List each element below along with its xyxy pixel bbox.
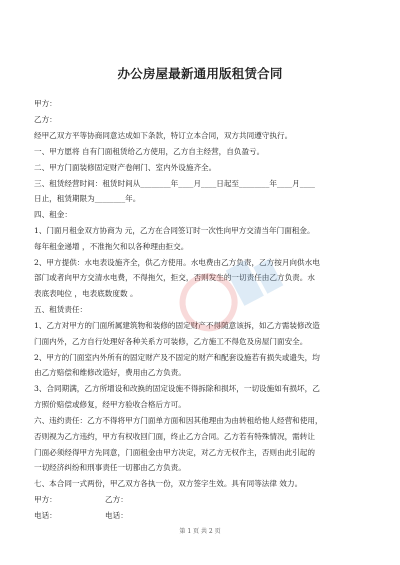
signature-line: 甲方： 乙方：: [34, 495, 128, 504]
clause-2-line: 二、甲方门面装修固定财产卷闸门、室内外设施齐全。: [34, 163, 217, 172]
document-title: 办公房屋最新通用版租赁合同: [117, 66, 283, 81]
clause-6-line-2: 否则视为乙方违约，甲方有权收回门面，终止乙方合同。乙方若有特殊情况，需转让: [34, 432, 315, 441]
clause-4-2-line-1: 2、甲方提供：水电表设施齐全，供乙方使用。水电费由乙方负责，乙方按月向供水电: [34, 258, 320, 267]
clause-3-line-1: 三、租赁经营时间：租赁时间从________年____月____日起至________年____月____: [34, 179, 315, 188]
clause-5-3-line-1: 3、合同期满，乙方所增设和改换的固定设施不得拆除和损坏，一切设施如有损坏，乙: [34, 384, 320, 393]
clause-6-line-4: 一切经济纠纷和刑事责任一切都由乙方负责。: [34, 463, 186, 472]
clause-6-line-3: 门面必须经得甲方先同意，门面租金由甲方决定，对乙方无权作主，否则由此引起的: [34, 448, 315, 457]
phone-line: 电话： 电话：: [34, 511, 128, 520]
clause-1-line: 一、甲方愿将 自有门面租赁给乙方使用，乙方自主经营，自负盈亏。: [34, 147, 265, 156]
clause-5-heading: 五、租赁责任：: [34, 305, 88, 314]
clause-4-heading: 四、租金：: [34, 210, 72, 219]
clause-3-line-2: 日止，租赁期限为________年。: [34, 194, 141, 203]
clause-4-2-line-3: 表底表吨位 ，电表底数度数 。: [34, 289, 138, 298]
clause-5-3-line-2: 方照价赔偿或修复，经甲方验收合格后方可。: [34, 400, 186, 409]
clause-7-line: 七、本合同一式两份，甲乙双方各执一份，双方签字生效。具有同等法律 效力。: [34, 479, 303, 488]
page-footer: 第 1 页 共 2 页: [179, 528, 221, 535]
clause-5-1-line-2: 门面内外，乙方自行处理好各种关系方可装修，乙方施工不得危及房屋门面安全。: [34, 337, 308, 346]
clause-4-1-line-2: 每年租金递增 ，不准拖欠和以各种理由拒交。: [34, 242, 189, 251]
clause-5-1-line-1: 1、乙方对甲方的门面所属建筑物和装修的固定财产不得随意该拆，如乙方需装修改造: [34, 321, 320, 330]
preamble-line: 经甲乙双方平等协商同意达成如下条款，特订立本合同，双方共同遵守执行。: [34, 131, 293, 140]
party-a-line: 甲方：: [34, 99, 57, 108]
clause-5-2-line-1: 2、甲方的门面室内外所有的固定财产及不固定的财产和配套设施若有损失或遗失，均: [34, 353, 320, 362]
clause-5-2-line-2: 由乙方赔偿和维修改造好，费用由乙方负责。: [34, 368, 186, 377]
party-b-line: 乙方：: [34, 115, 57, 124]
clause-4-1-line-1: 1、门面月租金双方协商为 元，乙方在合同签订时一次性向甲方交清当年门面租金。: [34, 226, 315, 235]
clause-6-line-1: 六、违约责任：乙方不得将甲方门面单方面和因其他理由为由转租给他人经营和使用，: [34, 416, 323, 425]
clause-4-2-line-2: 部门或者向甲方交清水电费，不得拖欠，拒交，否则发生的一切责任由乙方负责。水: [34, 273, 315, 282]
